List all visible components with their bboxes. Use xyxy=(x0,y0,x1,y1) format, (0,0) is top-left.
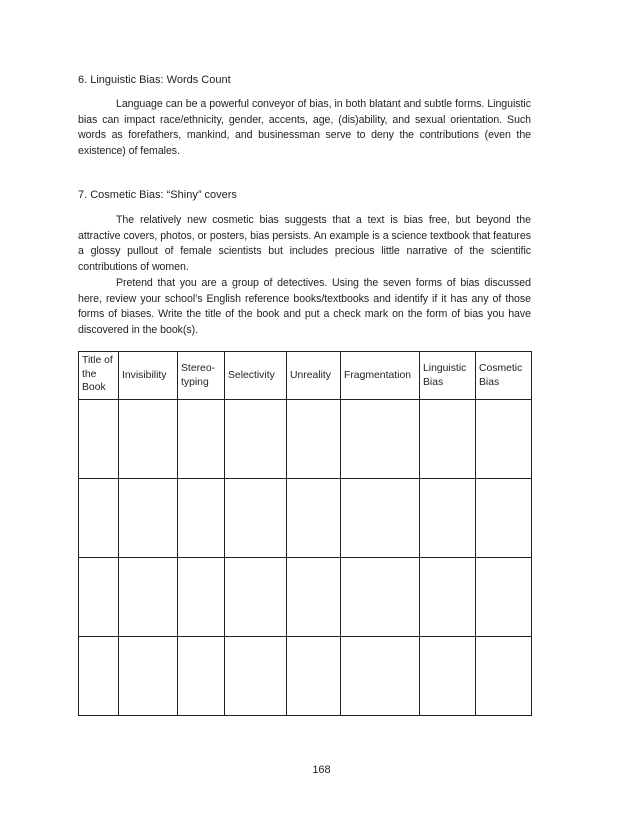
checkbox-cell[interactable] xyxy=(178,479,225,558)
header-book-title: Title of the Book xyxy=(79,352,119,400)
checkbox-cell[interactable] xyxy=(119,400,178,479)
header-selectivity: Selectivity xyxy=(225,352,287,400)
section-6-heading: 6. Linguistic Bias: Words Count xyxy=(78,74,231,86)
section-7-heading: 7. Cosmetic Bias: “Shiny” covers xyxy=(78,189,237,201)
book-title-cell[interactable] xyxy=(79,479,119,558)
header-fragmentation: Fragmentation xyxy=(341,352,420,400)
page-number: 168 xyxy=(312,764,331,776)
table-row xyxy=(79,558,532,637)
checkbox-cell[interactable] xyxy=(341,558,420,637)
checkbox-cell[interactable] xyxy=(178,637,225,716)
checkbox-cell[interactable] xyxy=(476,400,532,479)
table-header-row xyxy=(79,352,532,400)
checkbox-cell[interactable] xyxy=(287,637,341,716)
checkbox-cell[interactable] xyxy=(119,479,178,558)
activity-instructions: Pretend that you are a group of detectives. Using the seven forms of bias discussed here, review your school’s English reference books/textbooks and identify if it has any of those forms of biases. Write the title of the book and put a check mark on the form of bias you have discovered in the book(s). xyxy=(78,277,531,337)
checkbox-cell[interactable] xyxy=(476,637,532,716)
checkbox-cell[interactable] xyxy=(341,479,420,558)
table-row xyxy=(79,479,532,558)
bias-checklist-table xyxy=(78,351,532,716)
checkbox-cell[interactable] xyxy=(287,558,341,637)
checkbox-cell[interactable] xyxy=(341,637,420,716)
checkbox-cell[interactable] xyxy=(420,637,476,716)
checkbox-cell[interactable] xyxy=(178,558,225,637)
header-cosmetic-bias: Cosmetic Bias xyxy=(476,352,532,400)
checkbox-cell[interactable] xyxy=(420,479,476,558)
book-title-cell[interactable] xyxy=(79,400,119,479)
checkbox-cell[interactable] xyxy=(119,558,178,637)
checkbox-cell[interactable] xyxy=(420,400,476,479)
checkbox-cell[interactable] xyxy=(287,479,341,558)
header-unreality: Unreality xyxy=(287,352,341,400)
checkbox-cell[interactable] xyxy=(225,400,287,479)
header-invisibility: Invisibility xyxy=(119,352,178,400)
section-6-paragraph: Language can be a powerful conveyor of bias, in both blatant and subtle forms. Linguistic bias can impact race/ethnicity, gender, accents, age, (dis)ability, and sexual orientation. Such words as forefathers, mankind, and businessman serve to deny the contributions (even the existence) of females. xyxy=(78,98,531,158)
checkbox-cell[interactable] xyxy=(476,558,532,637)
book-title-cell[interactable] xyxy=(79,637,119,716)
checkbox-cell[interactable] xyxy=(420,558,476,637)
document-page xyxy=(78,0,531,832)
checkbox-cell[interactable] xyxy=(225,637,287,716)
checkbox-cell[interactable] xyxy=(287,400,341,479)
header-linguistic-bias: Linguistic Bias xyxy=(420,352,476,400)
checkbox-cell[interactable] xyxy=(119,637,178,716)
checkbox-cell[interactable] xyxy=(225,479,287,558)
checkbox-cell[interactable] xyxy=(178,400,225,479)
table-row xyxy=(79,400,532,479)
checkbox-cell[interactable] xyxy=(225,558,287,637)
header-stereotyping: Stereo- typing xyxy=(178,352,225,400)
table-row xyxy=(79,637,532,716)
checkbox-cell[interactable] xyxy=(476,479,532,558)
section-7-paragraph: The relatively new cosmetic bias suggests that a text is bias free, but beyond the attractive covers, photos, or posters, bias persists. An example is a science textbook that features a glossy pullout of female scientists but includes precious little narrative of the scientific contributions of women. xyxy=(78,214,531,274)
checkbox-cell[interactable] xyxy=(341,400,420,479)
book-title-cell[interactable] xyxy=(79,558,119,637)
